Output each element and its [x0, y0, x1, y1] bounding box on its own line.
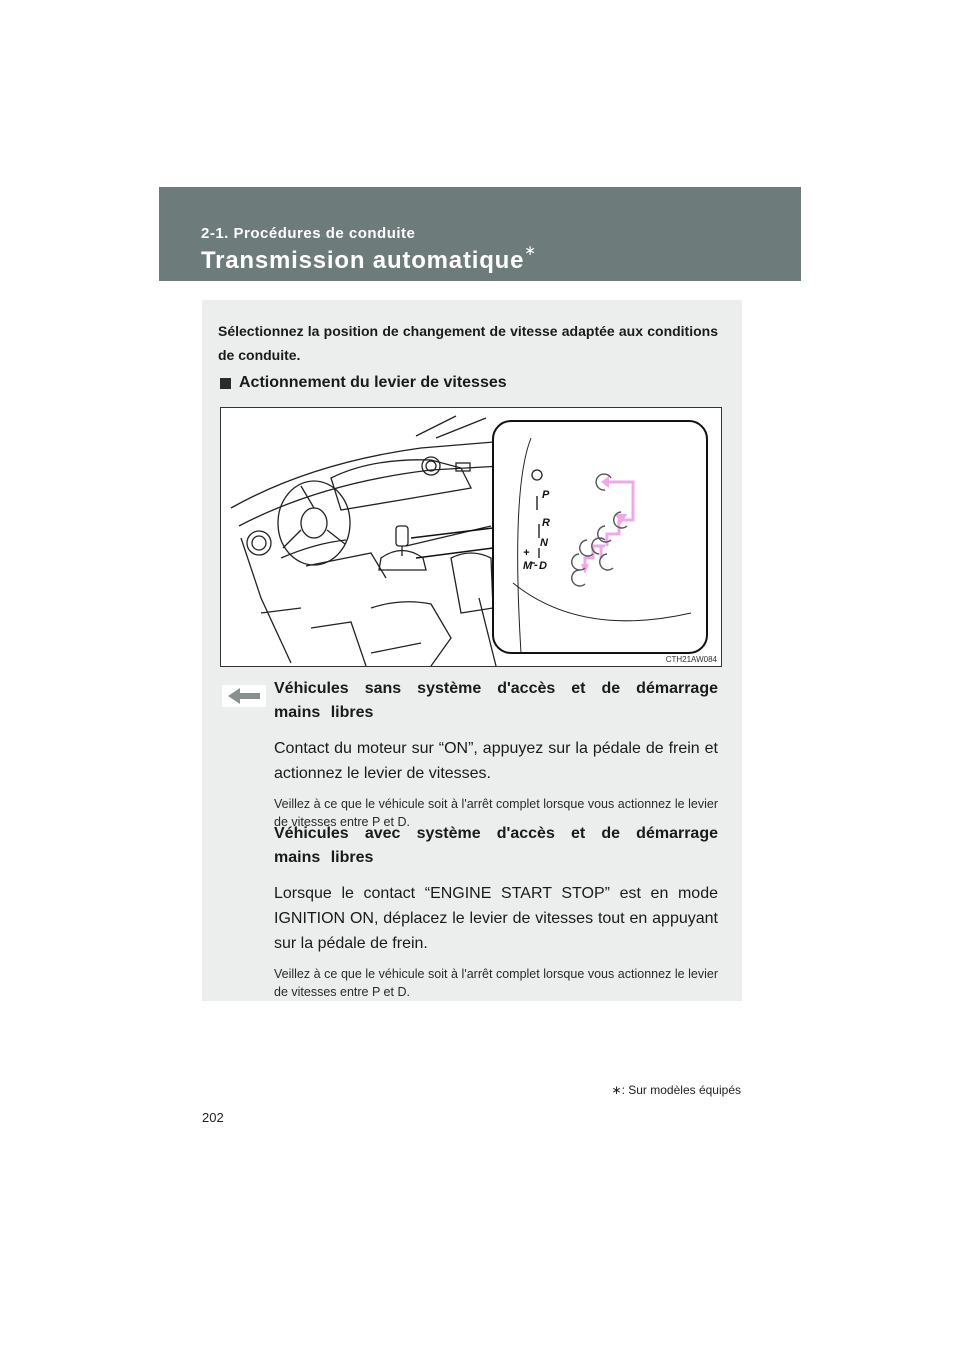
chapter-header	[159, 187, 801, 281]
section-1	[274, 677, 718, 831]
intro-text: Sélectionnez la position de changement de vitesse adaptée aux conditions de conduite.	[218, 323, 718, 363]
section-1-note: Veillez à ce que le véhicule soit à l'arrêt complet lorsque vous actionnez le levier de vitesses entre P et D.	[274, 797, 718, 829]
gear-label-r: R	[542, 517, 550, 529]
asterisk-mark: ∗	[524, 242, 537, 258]
cockpit-drawing	[221, 408, 721, 666]
page-title-text: Transmission automatique	[201, 247, 525, 274]
section-1-body: Contact du moteur sur “ON”, appuyez sur la pédale de frein et actionnez le levier de vitesses.	[274, 740, 718, 782]
section-2-note: Veillez à ce que le véhicule soit à l'arrêt complet lorsque vous actionnez le levier de vitesses entre P et D.	[274, 967, 718, 999]
section-2-heading: Véhicules avec système d'accès et de démarrage mains libres	[274, 825, 718, 866]
zoom-inset	[493, 421, 707, 653]
gear-label-minus: -	[534, 559, 538, 571]
figure-code: CTH21AW084	[665, 655, 717, 664]
subheading	[220, 374, 507, 392]
gear-label-n: N	[540, 537, 548, 549]
section-1-heading: Véhicules sans système d'accès et de démarrage mains libres	[274, 680, 718, 721]
square-icon	[220, 378, 231, 389]
footnote: ∗: Sur modèles équipés	[611, 1083, 741, 1097]
gear-lever	[379, 526, 426, 570]
shift-lever-illustration	[220, 407, 722, 667]
gear-label-plus: +	[523, 547, 530, 559]
page-title	[201, 242, 537, 275]
left-arrow-glyph	[222, 685, 266, 707]
callout-line-top	[411, 528, 493, 538]
gear-label-p: P	[542, 489, 550, 501]
steering-wheel	[278, 481, 350, 565]
left-arrow-icon	[222, 685, 266, 707]
dashboard-lines	[231, 416, 506, 666]
gear-label-m: M	[523, 560, 533, 572]
gear-label-d: D	[539, 560, 547, 572]
section-label: 2-1. Procédures de conduite	[201, 225, 416, 242]
section-2	[274, 822, 718, 1001]
section-2-body: Lorsque le contact “ENGINE START STOP” est en mode IGNITION ON, déplacez le levier de vitesses tout en appuyant sur la pédale de frein.	[274, 885, 718, 952]
subheading-text: Actionnement du levier de vitesses	[239, 374, 507, 391]
content-panel	[202, 300, 742, 1001]
page-number: 202	[202, 1110, 224, 1125]
